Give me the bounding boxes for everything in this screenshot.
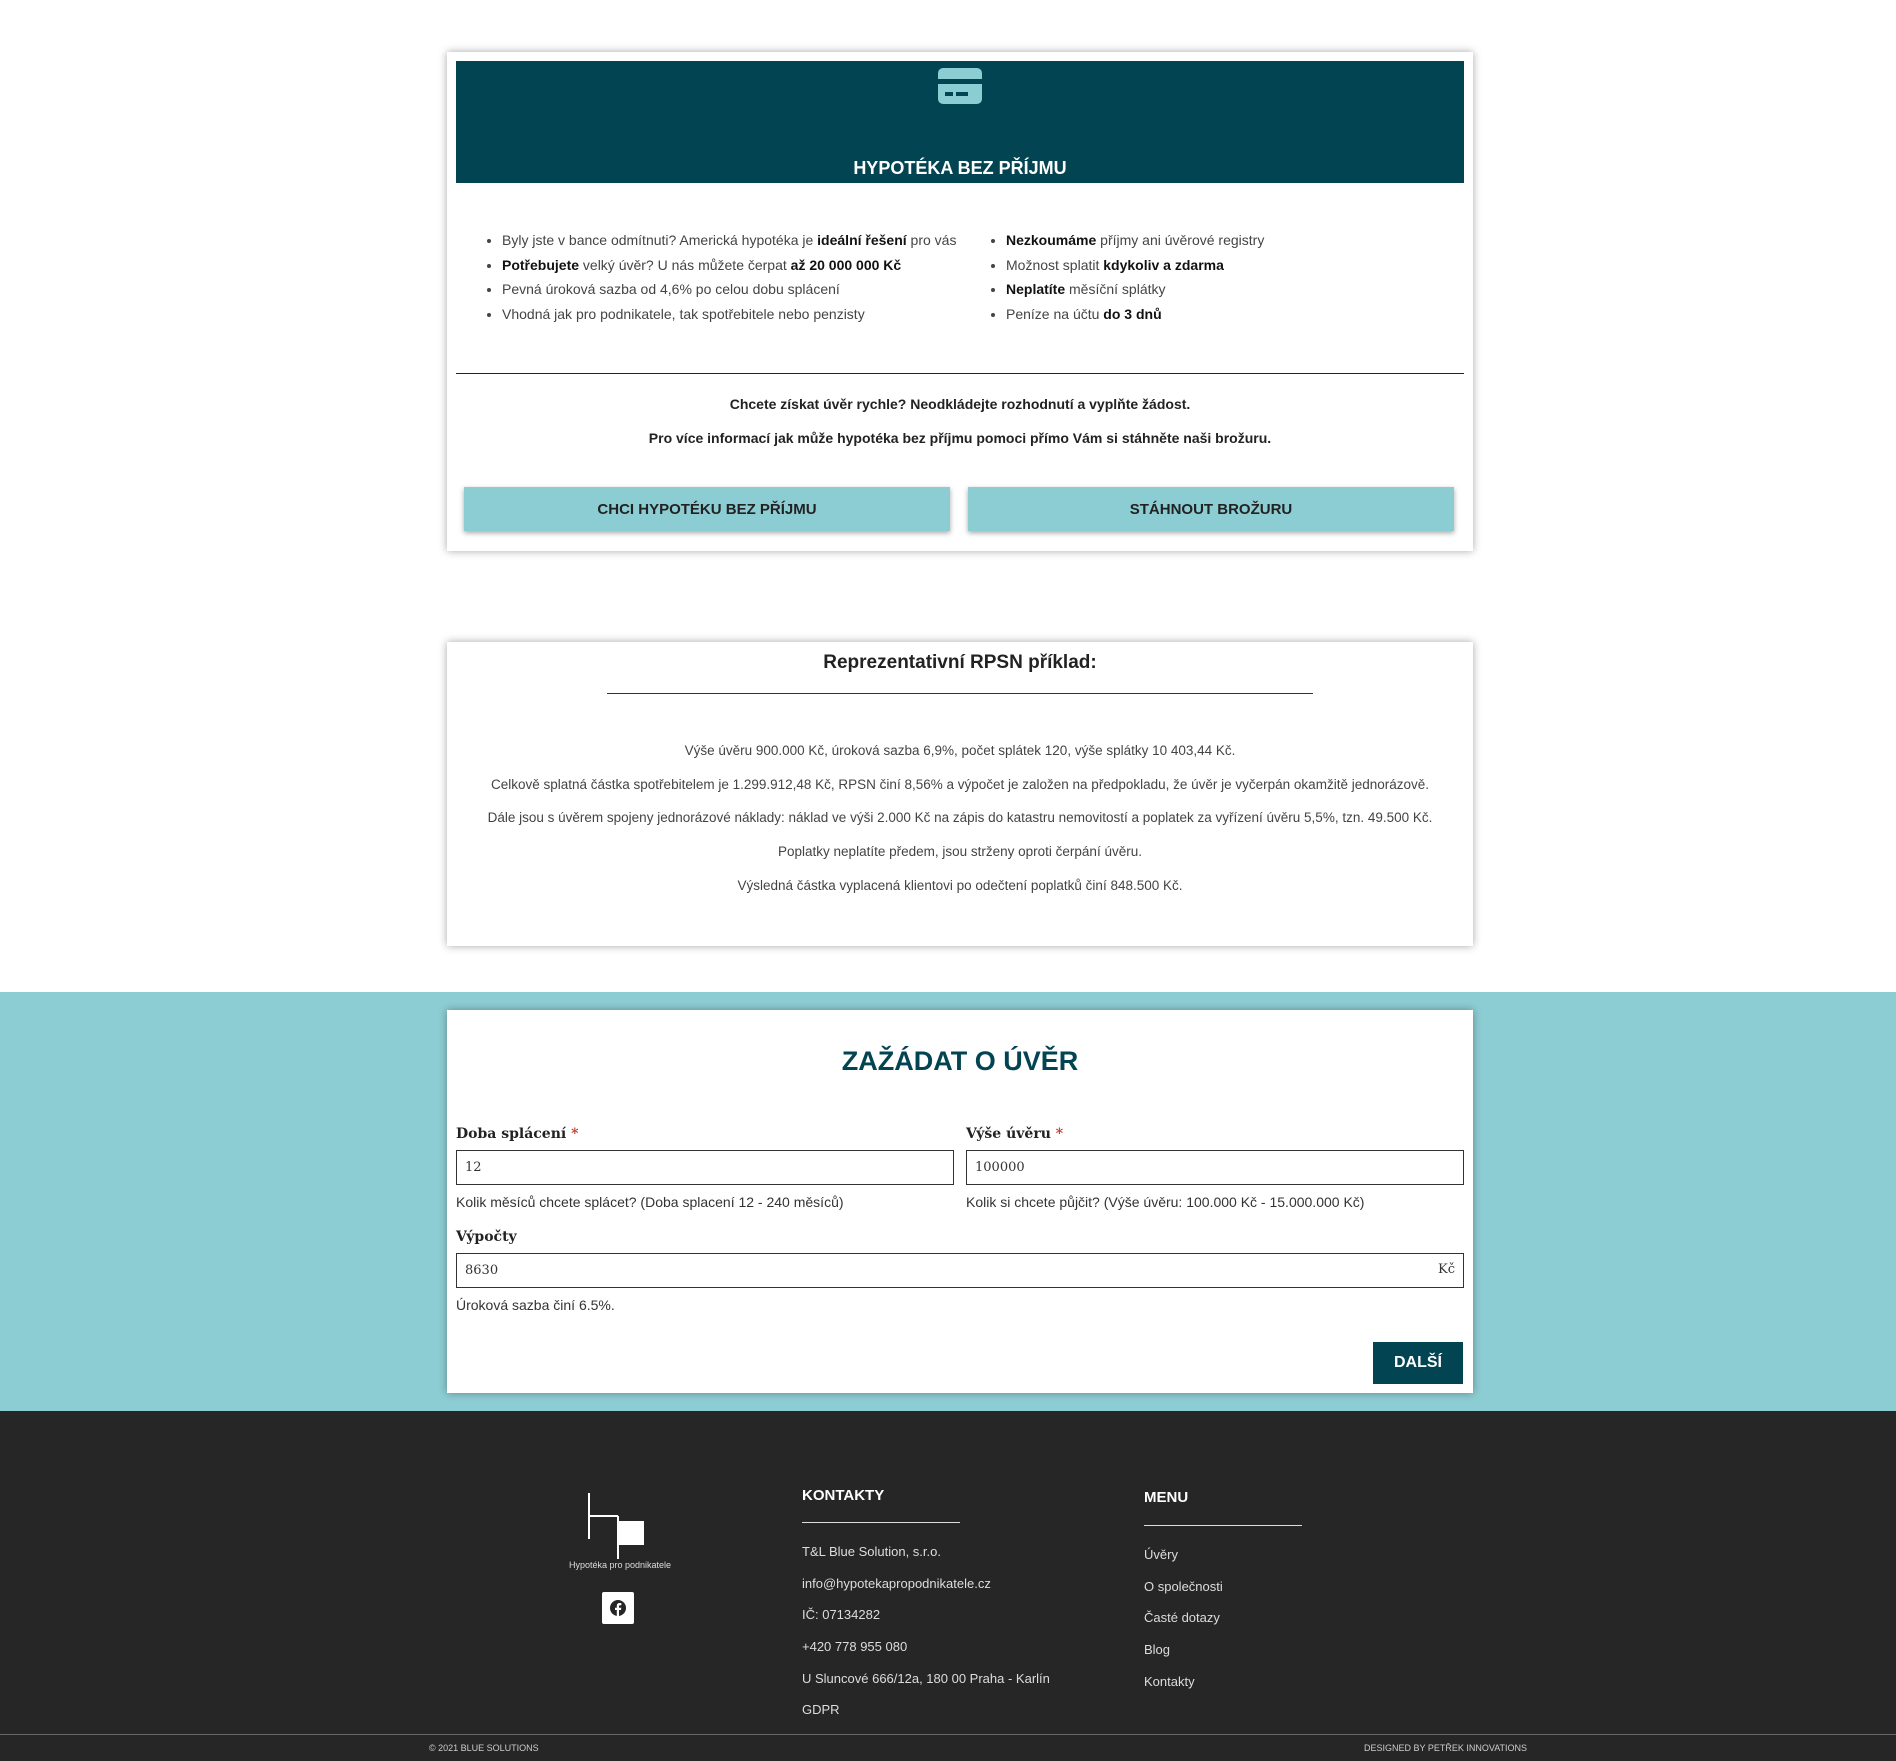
feature-item: • Nezkoumáme příjmy ani úvěrové registry (1006, 228, 1264, 253)
features-right (981, 228, 1264, 327)
divider (456, 373, 1464, 374)
logo-text: Hypotéka pro podnikatele (568, 1560, 672, 1570)
feature-item: • Pevná úroková sazba od 4,6% po celou dobu splácení (502, 277, 956, 302)
apply-mortgage-button[interactable]: CHCI HYPOTÉKU BEZ PŘÍJMU (464, 487, 950, 531)
feature-item: • Byly jste v bance odmítnuti? Americká hypotéka je ideální řešení pro vás (502, 228, 956, 253)
product-title: HYPOTÉKA BEZ PŘÍJMU (853, 158, 1067, 178)
rpsn-paragraph: Dále jsou s úvěrem spojeny jednorázové náklady: náklad ve výši 2.000 Kč na zápis do katastru nemovitostí a poplatek za vyřízení úvěru 5,5%, tzn. 49.500 Kč. (487, 810, 1433, 825)
calc-field (456, 1253, 1464, 1288)
facebook-icon (610, 1600, 626, 1616)
menu-item-uvery[interactable]: Úvěry (1144, 1547, 1178, 1562)
feature-item: • Možnost splatit kdykoliv a zdarma (1006, 253, 1264, 278)
footer-divider (0, 1734, 1896, 1735)
term-input[interactable] (456, 1150, 954, 1185)
form-title: ZAŽÁDAT O ÚVĚR (841, 1046, 1079, 1076)
feature-item: • Neplatíte měsíční splátky (1006, 277, 1264, 302)
features-left (477, 228, 956, 327)
contacts-underline (802, 1522, 960, 1523)
calc-label: Výpočty (456, 1229, 517, 1245)
footer (0, 1411, 1896, 1761)
contact-email[interactable]: info@hypotekapropodnikatele.cz (802, 1576, 991, 1591)
menu-item-caste-dotazy[interactable]: Časté dotazy (1144, 1610, 1220, 1625)
copyright: © 2021 BLUE SOLUTIONS (429, 1743, 539, 1753)
menu-item-blog[interactable]: Blog (1144, 1642, 1171, 1657)
rpsn-paragraph: Celkově splatná částka spotřebitelem je 1.299.912,48 Kč, RPSN činí 8,56% a výpočet je založen na předpokladu, že úvěr je vyčerpán okamžitě jednorázově. (490, 777, 1430, 792)
amount-help: Kolik si chcete půjčit? (Výše úvěru: 100.000 Kč - 15.000.000 Kč) (966, 1194, 1365, 1210)
rpsn-title: Reprezentativní RPSN příklad: (823, 652, 1097, 673)
feature-item: • Peníze na účtu do 3 dnů (1006, 302, 1264, 327)
contact-ic: IČ: 07134282 (802, 1607, 881, 1622)
contact-phone[interactable]: +420 778 955 080 (802, 1639, 908, 1654)
next-button[interactable]: DALŠÍ (1373, 1342, 1463, 1384)
contact-company: T&L Blue Solution, s.r.o. (802, 1544, 941, 1559)
cta-text-line2: Pro více informací jak může hypotéka bez příjmu pomoci přímo Vám si stáhněte naši brožuru. (648, 430, 1272, 446)
amount-input[interactable] (966, 1150, 1464, 1185)
facebook-button[interactable] (602, 1592, 634, 1624)
term-label: Doba splácení * (456, 1126, 579, 1142)
feature-item: • Vhodná jak pro podnikatele, tak spotřebitele nebo penzisty (502, 302, 956, 327)
currency-suffix: Kč (1438, 1262, 1455, 1277)
rpsn-paragraph: Výše úvěru 900.000 Kč, úroková sazba 6,9%, počet splátek 120, výše splátky 10 403,44 Kč. (684, 743, 1236, 758)
amount-label: Výše úvěru * (966, 1126, 1064, 1142)
rpsn-card (447, 642, 1473, 946)
feature-item: • Potřebujete velký úvěr? U nás můžete čerpat až 20 000 000 Kč (502, 253, 956, 278)
menu-item-o-spolecnosti[interactable]: O společnosti (1144, 1579, 1223, 1594)
term-help: Kolik měsíců chcete splácet? (Doba splacení 12 - 240 měsíců) (456, 1194, 844, 1210)
cta-text-line1: Chcete získat úvěr rychle? Neodkládejte rozhodnutí a vyplňte žádost. (729, 396, 1191, 412)
application-form (447, 1010, 1473, 1393)
credit-card-icon (938, 68, 982, 104)
product-header (456, 61, 1464, 183)
menu-underline (1144, 1525, 1302, 1526)
rpsn-paragraph: Poplatky neplatíte předem, jsou strženy oproti čerpání úvěru. (778, 844, 1142, 859)
menu-heading: MENU (1144, 1489, 1189, 1506)
contact-address: U Sluncové 666/12a, 180 00 Praha - Karlín (802, 1671, 1050, 1686)
download-brochure-button[interactable]: STÁHNOUT BROŽURU (968, 487, 1454, 531)
calc-help: Úroková sazba činí 6.5%. (456, 1297, 615, 1313)
logo[interactable] (560, 1491, 680, 1561)
product-card (447, 52, 1473, 551)
gdpr-link[interactable]: GDPR (802, 1702, 840, 1717)
rpsn-divider (607, 693, 1313, 694)
contacts-heading: KONTAKTY (802, 1487, 885, 1504)
rpsn-paragraph: Výsledná částka vyplacená klientovi po odečtení poplatků činí 848.500 Kč. (737, 878, 1183, 893)
calc-input[interactable] (456, 1253, 1464, 1288)
menu-item-kontakty[interactable]: Kontakty (1144, 1674, 1195, 1689)
designed-by-link[interactable]: DESIGNED BY PETŘEK INNOVATIONS (1364, 1743, 1528, 1753)
